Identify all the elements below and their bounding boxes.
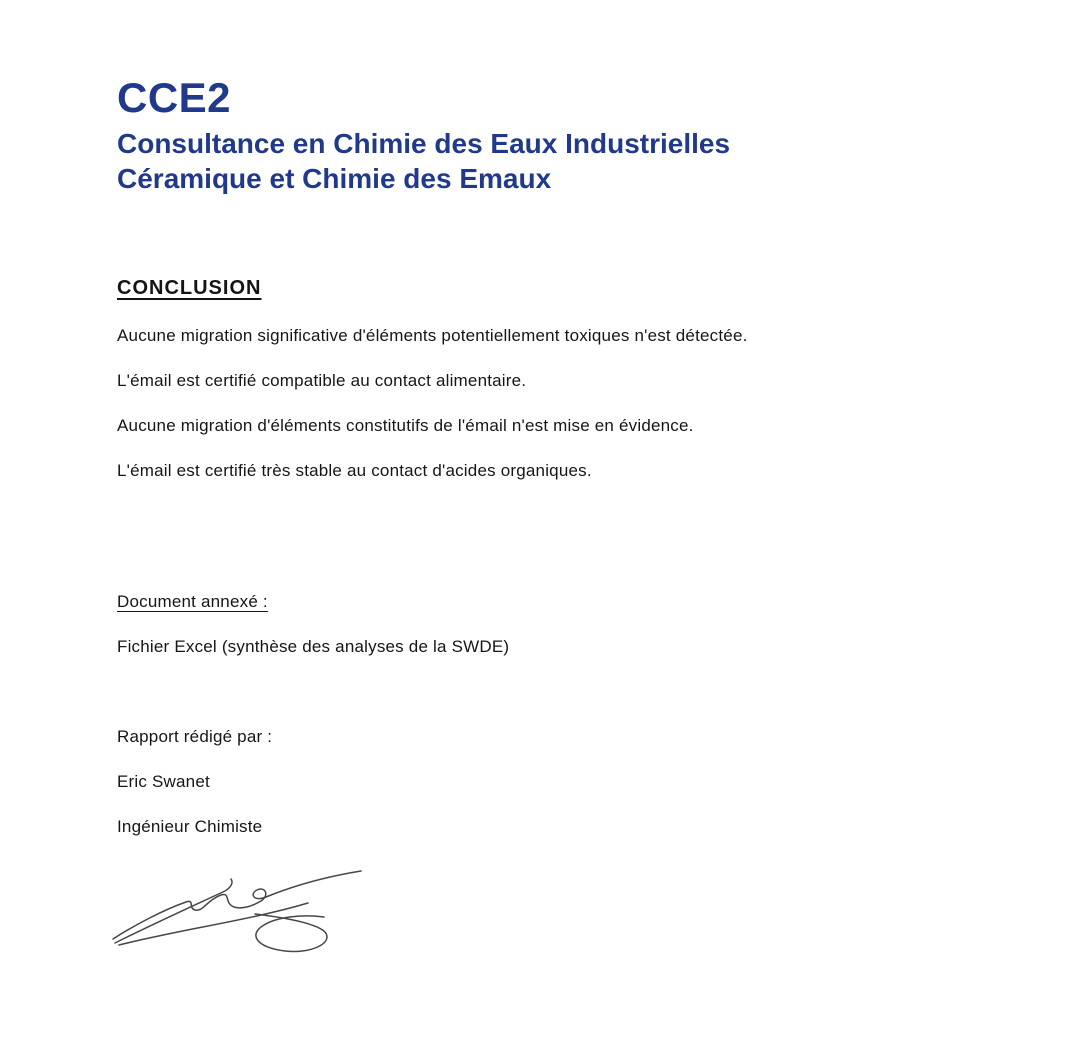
conclusion-heading: CONCLUSION bbox=[117, 277, 262, 299]
annex-item: Fichier Excel (synthèse des analyses de la SWDE) bbox=[117, 637, 510, 656]
conclusion-paragraph: L'émail est certifié très stable au contact d'acides organiques. bbox=[117, 461, 592, 480]
author-label: Rapport rédigé par : bbox=[117, 727, 273, 746]
conclusion-paragraph: L'émail est certifié compatible au contact alimentaire. bbox=[117, 371, 527, 390]
brand-subtitle bbox=[117, 126, 1025, 196]
conclusion-paragraph: Aucune migration significative d'éléments potentiellement toxiques n'est détectée. bbox=[117, 326, 748, 345]
conclusion-paragraph: Aucune migration d'éléments constitutifs de l'émail n'est mise en évidence. bbox=[117, 416, 694, 435]
annex-heading: Document annexé : bbox=[117, 592, 268, 611]
author-title: Ingénieur Chimiste bbox=[117, 817, 263, 836]
handwritten-signature-icon bbox=[103, 861, 373, 961]
brand-subtitle-line1: Consultance en Chimie des Eaux Industrielles bbox=[117, 128, 731, 159]
letterhead bbox=[117, 75, 1025, 196]
brand-subtitle-line2: Céramique et Chimie des Emaux bbox=[117, 163, 552, 194]
brand-logo-text: CCE2 bbox=[117, 74, 232, 121]
author-name: Eric Swanet bbox=[117, 772, 210, 791]
